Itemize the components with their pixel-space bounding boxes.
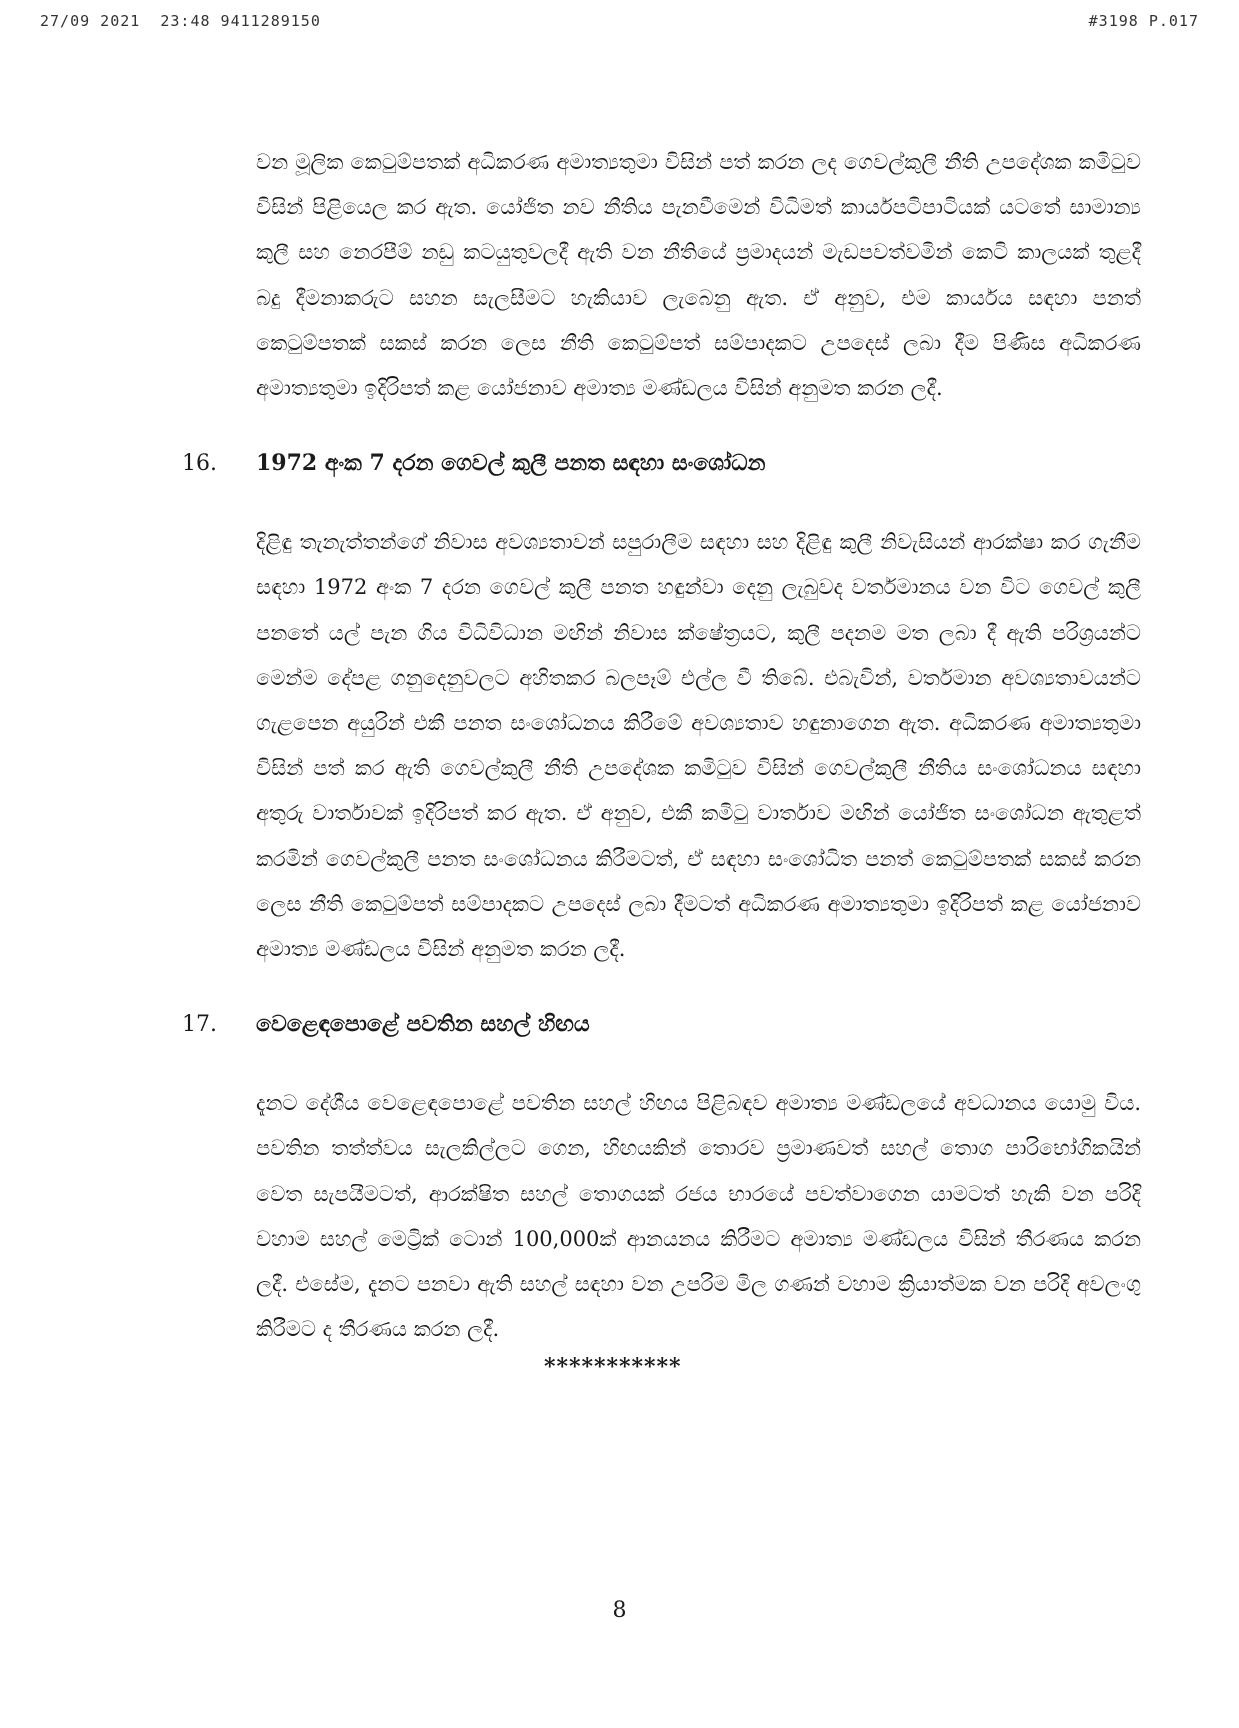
fax-header-page-ref: #3198 P.017 xyxy=(1088,12,1199,30)
section-16-title: 1972 අංක 7 දරන ගෙවල් කුලී පනත සඳහා සංශෝධන xyxy=(256,450,766,477)
section-17-heading xyxy=(182,1002,1142,1047)
section-16-body: දිළිඳු තැනැත්තන්ගේ නිවාස අවශ්‍යතාවන් සපුරාලීම සඳහා සහ දිළිඳු කුලී නිවැසියන් ආරක්ෂා කර ගැනීම සඳහා 1972 අංක 7 දරන ගෙවල් කුලී පනත හඳුන්වා දෙනු ලැබුවද වර්තමානය වන විට ගෙවල් කුලී පනතේ යල් පැන ගිය විධිවිධාන මඟින් නිවාස ක්ෂේත්‍රයට, කුලී පදනම මත ලබා දී ඇති පරිශ්‍රයන්ට මෙන්ම දේපළ ගනුදෙනුවලට අහිතකර බලපෑම් එල්ල වී තිබේ. එබැවින්, වර්තමාන අවශ්‍යතාවයන්ට ගැළපෙන අයුරින් එකී පනත සංශෝධනය කිරීමේ අවශ්‍යතාව හඳුනාගෙන ඇත. අධිකරණ අමාත්‍යතුමා විසින් පත් කර ඇති ගෙවල්කුලී නීති උපදේශක කමිටුව විසින් ගෙවල්කුලී නීතිය සංශෝධනය සඳහා අතුරු වාර්තාවක් ඉදිරිපත් කර ඇත. ඒ අනුව, එකී කමිටු වාර්තාව මඟින් යෝජිත සංශෝධන ඇතුළත් කරමින් ගෙවල්කුලී පනත සංශෝධනය කිරීමටත්, ඒ සඳහා සංශෝධිත පනත් කෙටුම්පතක් සකස් කරන ලෙස නීති කෙටුම්පත් සම්පාදකට උපදෙස් ලබා දීමටත් අධිකරණ අමාත්‍යතුමා ඉදිරිපත් කළ යෝජනාව අමාත්‍ය මණ්ඩලය විසින් අනුමත කරන ලදී. xyxy=(256,530,1141,962)
section-16-number: 16. xyxy=(182,451,217,477)
section-17-body: දැනට දේශීය වෙළෙඳපොළේ පවතින සහල් හිඟය පිළිබඳව අමාත්‍ය මණ්ඩලයේ අවධානය යොමු විය. පවතින තත්ත්වය සැලකිල්ලට ගෙන, හිඟයකින් තොරව ප්‍රමාණවත් සහල් තොග පාරිභෝගිකයින් වෙත සැපයීමටත්, ආරක්ෂිත සහල් තොගයක් රජය භාරයේ පවත්වාගෙන යාමටත් හැකි වන පරිදි වහාම සහල් මෙට්‍රික් ටොන් 100,000ක් ආනයනය කිරීමට අමාත්‍ය මණ්ඩලය විසින් තීරණය කරන ලදී. එසේම, දැනට පනවා ඇති සහල් සඳහා වන උපරිම මිල ගණන් වහාම ක්‍රියාත්මක වන පරිදි අවලංගු කිරීමට ද තීරණය කරන ලදී. xyxy=(256,1091,1141,1342)
section-17-title: වෙළෙඳපොළේ පවතින සහල් හිඟය xyxy=(256,1011,590,1038)
fax-header xyxy=(40,12,1199,34)
document-body xyxy=(182,140,1142,1380)
intro-paragraph: වන මූලික කෙටුම්පතක් අධිකරණ අමාත්‍යතුමා විසින් පත් කරන ලද ගෙවල්කුලී නීති උපදේශක කමිටුව විසින් පිළියෙල කර ඇත. යෝජිත නව නීතිය පැනවීමෙන් විධිමත් කාර්යපටිපාටියක් යටතේ සාමාන්‍ය කුලී සහ නෙරපීම් නඩු කටයුතුවලදී ඇති වන නීතියේ ප්‍රමාදයන් මැඩපවත්වමින් කෙටි කාලයක් තුළදී බදු දීමනාකරුට සහන සැලසීමට හැකියාව ලැබෙනු ඇත. ඒ අනුව, එම කාර්යය සඳහා පනත් කෙටුම්පතක් සකස් කරන ලෙස නීති කෙටුම්පත් සම්පාදකට උපදෙස් ලබා දීම පිණිස අධිකරණ අමාත්‍යතුමා ඉදිරිපත් කළ යෝජනාව අමාත්‍ය මණ්ඩලය විසින් අනුමත කරන ලදී. xyxy=(256,150,1141,401)
end-separator: *********** xyxy=(544,1354,682,1381)
section-16-heading xyxy=(182,441,1142,486)
page-number: 8 xyxy=(612,1598,627,1623)
section-17-number: 17. xyxy=(182,1012,217,1038)
fax-header-datetime: 27/09 2021 23:48 9411289150 xyxy=(40,12,321,30)
